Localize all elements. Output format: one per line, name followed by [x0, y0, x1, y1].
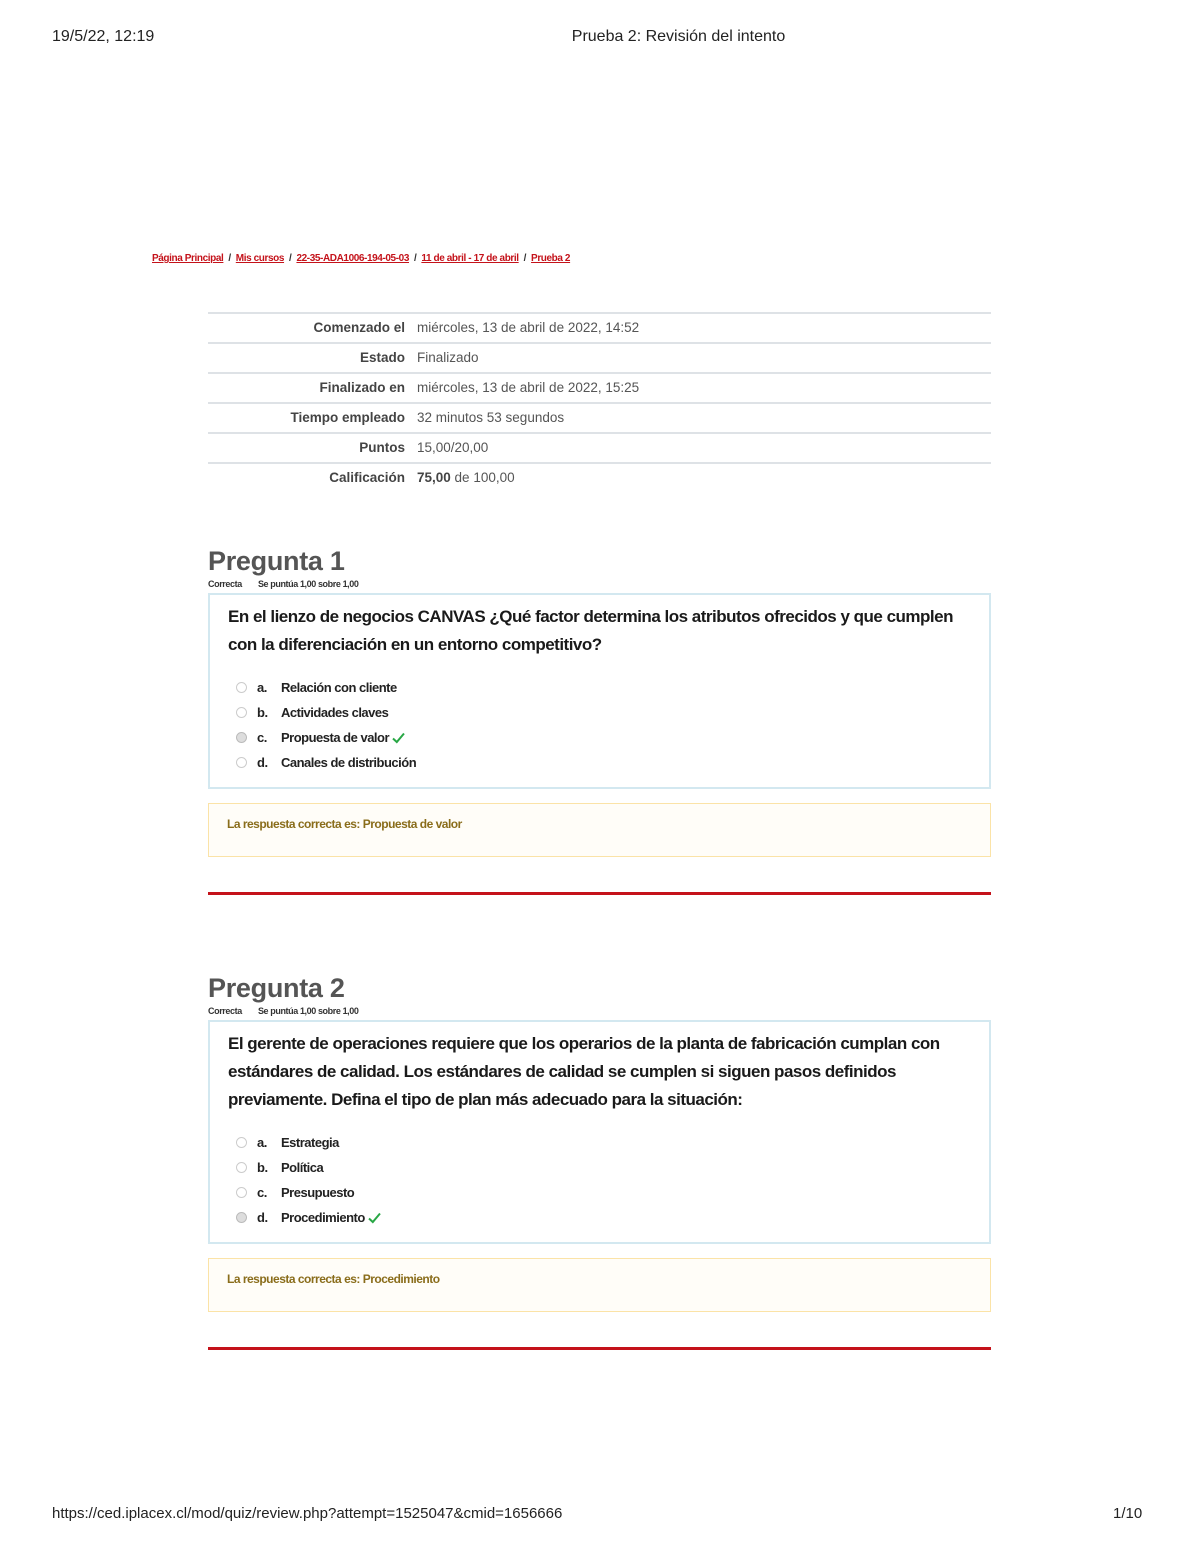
breadcrumb-week[interactable]: 11 de abril - 17 de abril	[421, 253, 519, 264]
summary-row-grade	[208, 463, 991, 492]
summary-row-time	[208, 403, 991, 433]
answer-label: Presupuesto	[281, 1185, 355, 1200]
answer-letter: b.	[257, 705, 268, 720]
answer-label: Estrategia	[281, 1135, 339, 1150]
grade-max: de 100,00	[450, 470, 515, 485]
answer-letter: a.	[257, 1135, 267, 1150]
question-text: El gerente de operaciones requiere que los operarios de la planta de fabricación cumplan con estándares de calidad. Los estándares de calidad se cumplen si siguen pasos definidos previamente. Defina el tipo de plan más adecuado para la situación:	[228, 1034, 940, 1109]
summary-value	[411, 463, 991, 492]
print-page-number: 1/10	[1113, 1505, 1143, 1522]
question-state: Correcta	[208, 579, 242, 589]
correct-answer-feedback: La respuesta correcta es: Propuesta de valor	[208, 803, 991, 857]
answer-option-selected	[228, 725, 971, 750]
breadcrumb-separator: /	[413, 253, 417, 264]
question-status	[208, 579, 991, 589]
question-title: Pregunta 1	[208, 546, 345, 576]
answer-radio[interactable]	[236, 1162, 247, 1173]
summary-label: Tiempo empleado	[208, 403, 411, 433]
grade-value: 75,00	[417, 470, 451, 485]
answer-letter: d.	[257, 755, 268, 770]
question-text: En el lienzo de negocios CANVAS ¿Qué factor determina los atributos ofrecidos y que cumplen con la diferenciación en un entorno competitivo?	[228, 607, 953, 654]
answer-options	[228, 675, 971, 775]
answer-radio[interactable]	[236, 732, 247, 743]
question-state: Correcta	[208, 1006, 242, 1016]
answer-option	[228, 750, 971, 775]
question-status	[208, 1006, 991, 1016]
question-grade: Se puntúa 1,00 sobre 1,00	[257, 579, 359, 589]
answer-option-selected	[228, 1205, 971, 1230]
summary-value: 32 minutos 53 segundos	[411, 403, 991, 433]
answer-label: Actividades claves	[281, 705, 389, 720]
breadcrumb-separator: /	[289, 253, 292, 264]
summary-label: Finalizado en	[208, 373, 411, 403]
question-1	[208, 545, 991, 895]
check-icon	[368, 1212, 381, 1224]
answer-options	[228, 1130, 971, 1230]
answer-option	[228, 700, 971, 725]
breadcrumb	[152, 253, 570, 264]
question-divider	[208, 1347, 991, 1350]
print-header	[0, 28, 1200, 50]
print-date: 19/5/22, 12:19	[52, 28, 155, 45]
answer-option	[228, 675, 971, 700]
summary-row-state	[208, 343, 991, 373]
answer-label: Relación con cliente	[281, 680, 397, 695]
answer-label: Propuesta de valor	[281, 730, 390, 745]
summary-label: Calificación	[208, 463, 411, 492]
summary-row-finished	[208, 373, 991, 403]
print-url: https://ced.iplacex.cl/mod/quiz/review.php?attempt=1525047&cmid=1656666	[52, 1505, 563, 1522]
answer-letter: a.	[257, 680, 267, 695]
answer-letter: c.	[257, 730, 267, 745]
answer-label: Procedimiento	[281, 1210, 365, 1225]
answer-letter: b.	[257, 1160, 268, 1175]
answer-radio[interactable]	[236, 1212, 247, 1223]
print-title: Prueba 2: Revisión del intento	[571, 28, 786, 45]
question-grade: Se puntúa 1,00 sobre 1,00	[257, 1006, 359, 1016]
summary-label: Puntos	[208, 433, 411, 463]
summary-label: Comenzado el	[208, 313, 411, 343]
summary-value: Finalizado	[411, 343, 991, 373]
answer-radio[interactable]	[236, 707, 247, 718]
summary-row-points	[208, 433, 991, 463]
breadcrumb-separator: /	[228, 253, 231, 264]
summary-row-started	[208, 313, 991, 343]
breadcrumb-separator: /	[523, 253, 527, 264]
breadcrumb-course[interactable]: 22-35-ADA1006-194-05-03	[296, 253, 409, 264]
question-title: Pregunta 2	[208, 973, 345, 1003]
question-2	[208, 972, 991, 1350]
question-content	[208, 1020, 991, 1244]
answer-label: Canales de distribución	[281, 755, 417, 770]
breadcrumb-my-courses[interactable]: Mis cursos	[235, 253, 285, 264]
answer-label: Política	[281, 1160, 324, 1175]
answer-letter: c.	[257, 1185, 267, 1200]
answer-radio[interactable]	[236, 1187, 247, 1198]
answer-letter: d.	[257, 1210, 268, 1225]
check-icon	[392, 732, 405, 744]
breadcrumb-home[interactable]: Página Principal	[152, 253, 224, 264]
summary-value: 15,00/20,00	[411, 433, 991, 463]
question-divider	[208, 892, 991, 895]
answer-radio[interactable]	[236, 682, 247, 693]
breadcrumb-quiz[interactable]: Prueba 2	[531, 253, 571, 264]
answer-option	[228, 1180, 971, 1205]
question-content	[208, 593, 991, 789]
correct-answer-feedback: La respuesta correcta es: Procedimiento	[208, 1258, 991, 1312]
answer-radio[interactable]	[236, 757, 247, 768]
answer-radio[interactable]	[236, 1137, 247, 1148]
summary-value: miércoles, 13 de abril de 2022, 14:52	[411, 313, 991, 343]
summary-label: Estado	[208, 343, 411, 373]
attempt-summary-table	[208, 312, 991, 492]
answer-option	[228, 1155, 971, 1180]
answer-option	[228, 1130, 971, 1155]
summary-value: miércoles, 13 de abril de 2022, 15:25	[411, 373, 991, 403]
